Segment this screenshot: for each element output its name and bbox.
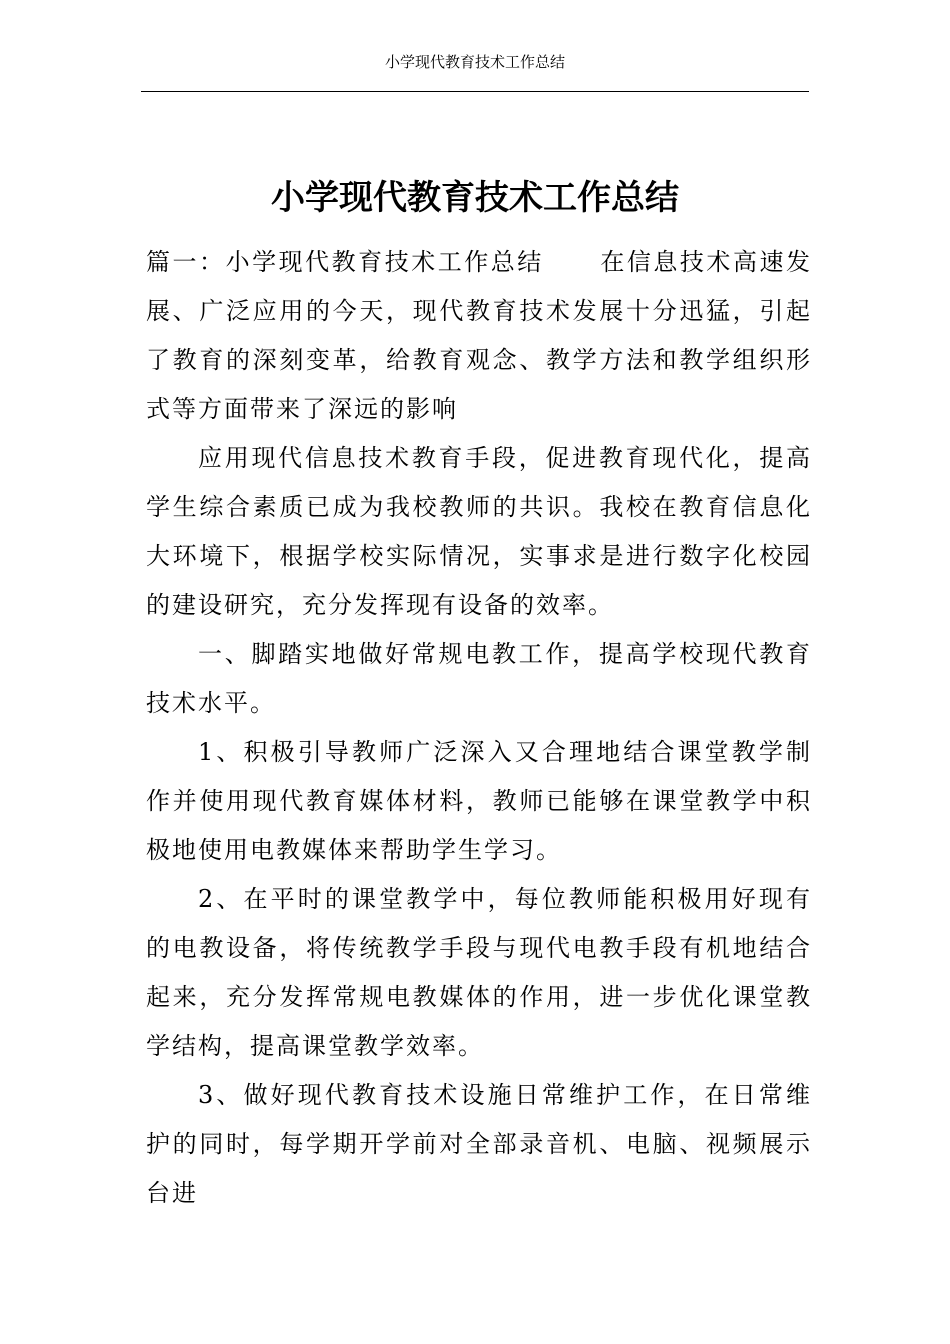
intro-paragraph <box>146 238 812 434</box>
header-divider <box>141 91 809 92</box>
running-header: 小学现代教育技术工作总结 <box>384 53 565 71</box>
list-item-1: 1、积极引导教师广泛深入又合理地结合课堂教学制作并使用现代教育媒体材料，教师已能够在课堂教学中积极地使用电教媒体来帮助学生学习。 <box>146 738 812 864</box>
list-item-2: 2、在平时的课堂教学中，每位教师能积极用好现有的电教设备，将传统教学手段与现代电教手段有机地结合起来，充分发挥常规电教媒体的作用，进一步优化课堂教学结构，提高课堂教学效率。 <box>146 885 812 1060</box>
document-title: 小学现代教育技术工作总结 <box>271 177 679 218</box>
list-item-3: 3、做好现代教育技术设施日常维护工作，在日常维护的同时，每学期开学前对全部录音机、电脑、视频展示台进 <box>146 1081 812 1207</box>
intro-text: 在信息技术高速发展、广泛应用的今天，现代教育技术发展十分迅猛，引起了教育的深刻变革，给教育观念、教学方法和教学组织形式等方面带来了深远的影响 <box>146 248 813 423</box>
paragraph-consensus: 应用现代信息技术教育手段，促进教育现代化，提高学生综合素质已成为我校教师的共识。我校在教育信息化大环境下，根据学校实际情况，实事求是进行数字化校园的建设研究，充分发挥现有设备的效率。 <box>146 444 812 619</box>
document-body <box>146 238 812 1218</box>
intro-label: 篇一：小学现代教育技术工作总结 <box>146 248 544 276</box>
section-heading-one: 一、脚踏实地做好常规电教工作，提高学校现代教育技术水平。 <box>146 640 812 717</box>
